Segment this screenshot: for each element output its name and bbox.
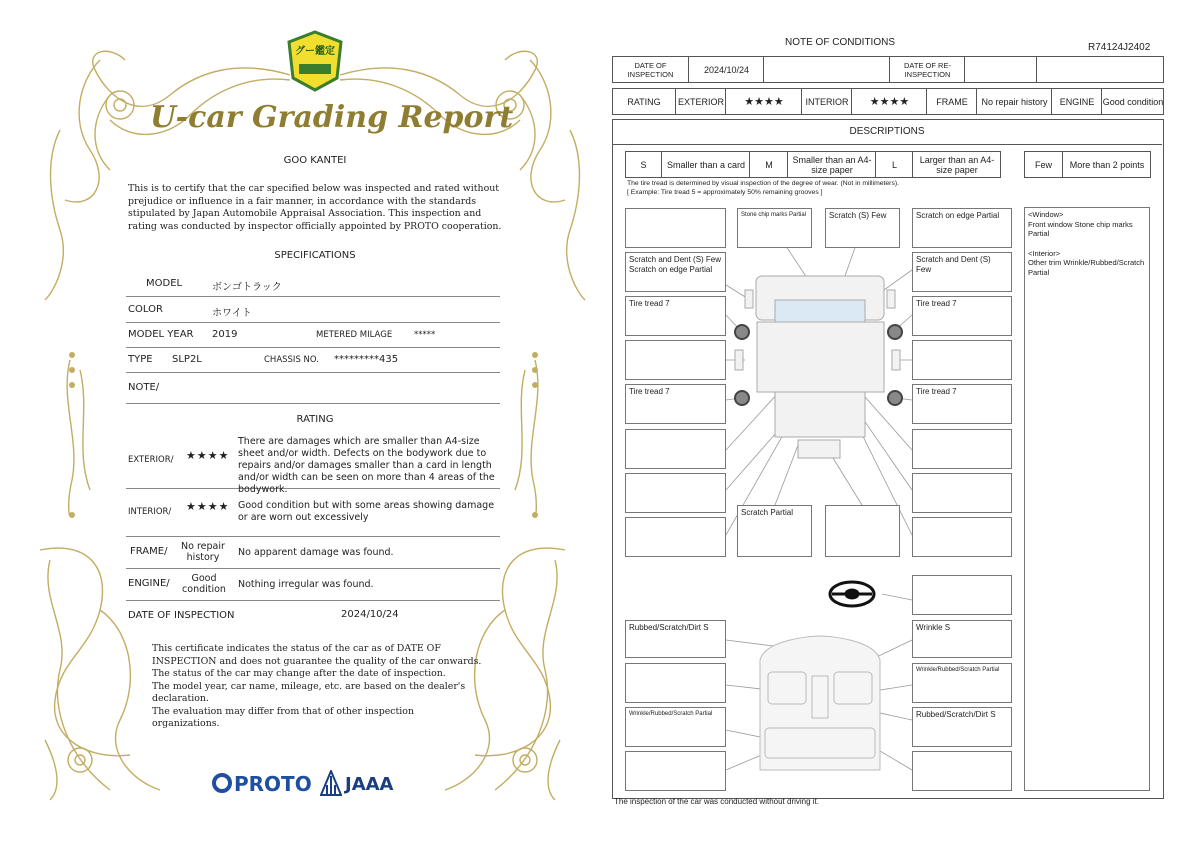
footer-line: This certificate indicates the status of the car as of DATE OF [152, 643, 441, 654]
type-value: SLP2L [172, 354, 202, 365]
footer-line: The evaluation may differ from that of other inspection organizations. [152, 705, 414, 729]
window-heading: <Window> [1028, 210, 1064, 219]
frame-value: No repair history [181, 541, 225, 563]
spec-row-note [126, 372, 500, 404]
exterior-label: EXTERIOR/ [128, 455, 174, 465]
rating-label-cell: RATING [627, 96, 661, 107]
condition-box-scratch-partial: Scratch Partial [737, 505, 812, 557]
spec-row-color [126, 296, 500, 323]
type-label: TYPE [128, 354, 153, 365]
legend-l-desc: Larger than an A4-size paper [912, 152, 1001, 177]
interior-note: Other trim Wrinkle/Rubbed/Scratch Partial [1028, 258, 1145, 277]
goo-kantei-badge [287, 30, 343, 92]
jaaa-logo-icon [320, 770, 342, 796]
condition-box [825, 505, 900, 557]
color-label: COLOR [128, 304, 163, 315]
milage-value: ***** [414, 330, 436, 340]
condition-box [625, 208, 726, 248]
legend-m: M [749, 152, 788, 177]
color-value: ホワイト [212, 308, 252, 319]
condition-box-scratch-edge-right: Scratch on edge Partial [912, 208, 1012, 248]
engine-label: ENGINE/ [128, 578, 170, 589]
condition-box-tire-front-right: Tire tread 7 [912, 296, 1012, 336]
interior-label: INTERIOR/ [128, 507, 172, 517]
legend-l: L [875, 152, 913, 177]
badge-text: グー鑑定 [295, 46, 335, 57]
proto-logo: PROTO [234, 772, 312, 796]
condition-box [625, 663, 726, 703]
exterior-stars: ★★★★ [186, 449, 230, 462]
tire-front-left-icon [735, 325, 749, 339]
rating-row-frame [126, 536, 500, 569]
condition-box-wrinkle-left: Wrinkle/Rubbed/Scratch Partial [625, 707, 726, 747]
engine-value-cell: Good condition [1101, 89, 1164, 114]
certificate-footer [152, 643, 482, 731]
condition-box-wrinkle-s: Wrinkle S [912, 620, 1012, 658]
specifications-heading: SPECIFICATIONS [274, 250, 356, 261]
interior-heading: <Interior> [1028, 248, 1061, 258]
doi-label: DATE OF INSPECTION [128, 610, 235, 621]
interior-desc: Good condition but with some areas showing damage or are worn out excessively [238, 500, 495, 523]
spec-row-year [126, 322, 500, 348]
footer-line: The status of the car may change after the date of inspection. [152, 668, 446, 679]
engine-value: Good condition [182, 573, 226, 595]
condition-box-scratch-dent-right: Scratch and Dent (S) Few [912, 252, 1012, 292]
report-title: U-car Grading Report [150, 100, 514, 135]
engine-desc: Nothing irregular was found. [238, 579, 374, 590]
interior-diagram [760, 636, 880, 770]
rating-row-engine [126, 568, 500, 601]
rating-row-exterior [126, 433, 500, 495]
condition-box [625, 340, 726, 380]
condition-box-scratch-dent-left [625, 252, 726, 292]
exterior-desc: There are damages which are smaller than A4-size sheet and/or width. Defects on the bodywork due to repairs and/or damages smaller than a card in length and/or width can be seen on more than 4 areas of the bodywork. [238, 436, 495, 495]
milage-label: METERED MILAGE [316, 330, 393, 340]
condition-box-tire-rear-right: Tire tread 7 [912, 384, 1012, 424]
box-line: Scratch on edge Partial [629, 265, 713, 274]
window-note: Front window Stone chip marks Partial [1028, 219, 1133, 238]
doi-value: 2024/10/24 [341, 609, 399, 620]
badge-shield-icon [287, 30, 343, 92]
interior-stars: ★★★★ [186, 500, 230, 513]
condition-box [625, 473, 726, 513]
tire-example: [ Example: Tire tread 5 = approximately 50% remaining grooves ] [627, 189, 823, 196]
condition-box [912, 340, 1012, 380]
rating-heading: RATING [296, 414, 334, 425]
report-number: R74124J2402 [1088, 42, 1151, 53]
legend-few: Few [1034, 159, 1052, 170]
doi-value-cell: 2024/10/24 [688, 57, 764, 82]
tire-note: The tire tread is determined by visual inspection of the degree of wear. (Not in millimeters). [627, 180, 899, 187]
note-label: NOTE/ [128, 382, 160, 393]
frame-desc: No apparent damage was found. [238, 547, 394, 558]
inspection-footnote: The inspection of the car was conducted without driving it. [614, 797, 819, 806]
spec-row-model [126, 270, 500, 297]
condition-box-tire-rear-left: Tire tread 7 [625, 384, 726, 424]
chassis-label: CHASSIS NO. [264, 355, 319, 365]
condition-box [912, 429, 1012, 469]
condition-box-rubbed-right: Rubbed/Scratch/Dirt S [912, 707, 1012, 747]
tire-front-right-icon [888, 325, 902, 339]
steering-wheel-icon [830, 582, 874, 606]
exterior-stars-cell: ★★★★ [725, 89, 802, 114]
engine-label-cell: ENGINE [1051, 89, 1102, 114]
condition-box [625, 751, 726, 791]
reinsp-label-cell: DATE OF RE-INSPECTION [889, 57, 965, 82]
year-label: MODEL YEAR [128, 329, 194, 340]
tire-rear-right-icon [888, 391, 902, 405]
condition-box [912, 751, 1012, 791]
box-line: Scratch and Dent (S) Few [629, 255, 722, 264]
condition-box [912, 517, 1012, 557]
legend-s: S [640, 159, 647, 170]
condition-box-wrinkle-right: Wrinkle/Rubbed/Scratch Partial [912, 663, 1012, 703]
exterior-label-cell: EXTERIOR [675, 89, 726, 114]
noc-heading: NOTE OF CONDITIONS [785, 37, 895, 48]
descriptions-heading: DESCRIPTIONS [612, 119, 1162, 145]
condition-box [625, 517, 726, 557]
footer-line: declaration. [152, 693, 209, 704]
tire-rear-left-icon [735, 391, 749, 405]
interior-label-cell: INTERIOR [801, 89, 852, 114]
spec-row-type [126, 347, 500, 373]
certification-text: This is to certify that the car specified below was inspected and rated without prejudice or influence in a fair manner, in accordance with the standards stipulated by Japan Automobile Appraisal Association. This inspection and rating was conducted by inspector officially appointed by PROTO cooperation. [128, 183, 502, 232]
rating-row-interior [126, 488, 500, 537]
legend-few-desc: More than 2 points [1062, 152, 1151, 177]
condition-box-stone-chip: Stone chip marks Partial [737, 208, 812, 248]
footer-line: The model year, car name, mileage, etc. are based on the dealer's [152, 680, 466, 692]
note-of-conditions-page [600, 0, 1200, 848]
frame-value-cell: No repair history [976, 89, 1052, 114]
interior-stars-cell: ★★★★ [851, 89, 927, 114]
condition-box-tire-front-left: Tire tread 7 [625, 296, 726, 336]
model-value: ボンゴトラック [212, 282, 282, 293]
condition-box-scratch-few: Scratch (S) Few [825, 208, 900, 248]
condition-box [625, 429, 726, 469]
footer-line: INSPECTION and does not guarantee the quality of the car onwards. [152, 655, 482, 667]
doi-label-cell: DATE OF INSPECTION [627, 60, 674, 79]
rating-row-date [126, 600, 500, 626]
frame-label-cell: FRAME [926, 89, 977, 114]
model-label: MODEL [146, 278, 183, 289]
chassis-value: *********435 [334, 354, 399, 365]
jaaa-logo: JAAA [345, 774, 394, 795]
frame-label: FRAME/ [130, 546, 168, 557]
legend-m-desc: Smaller than an A4-size paper [787, 152, 876, 177]
legend-s-desc: Smaller than a card [661, 152, 750, 177]
year-value: 2019 [212, 329, 238, 340]
proto-logo-icon [212, 773, 232, 793]
condition-box-rubbed-left: Rubbed/Scratch/Dirt S [625, 620, 726, 658]
report-subtitle: GOO KANTEI [283, 155, 347, 166]
condition-box [912, 473, 1012, 513]
window-interior-notes [1024, 207, 1150, 791]
condition-box-steering [912, 575, 1012, 615]
